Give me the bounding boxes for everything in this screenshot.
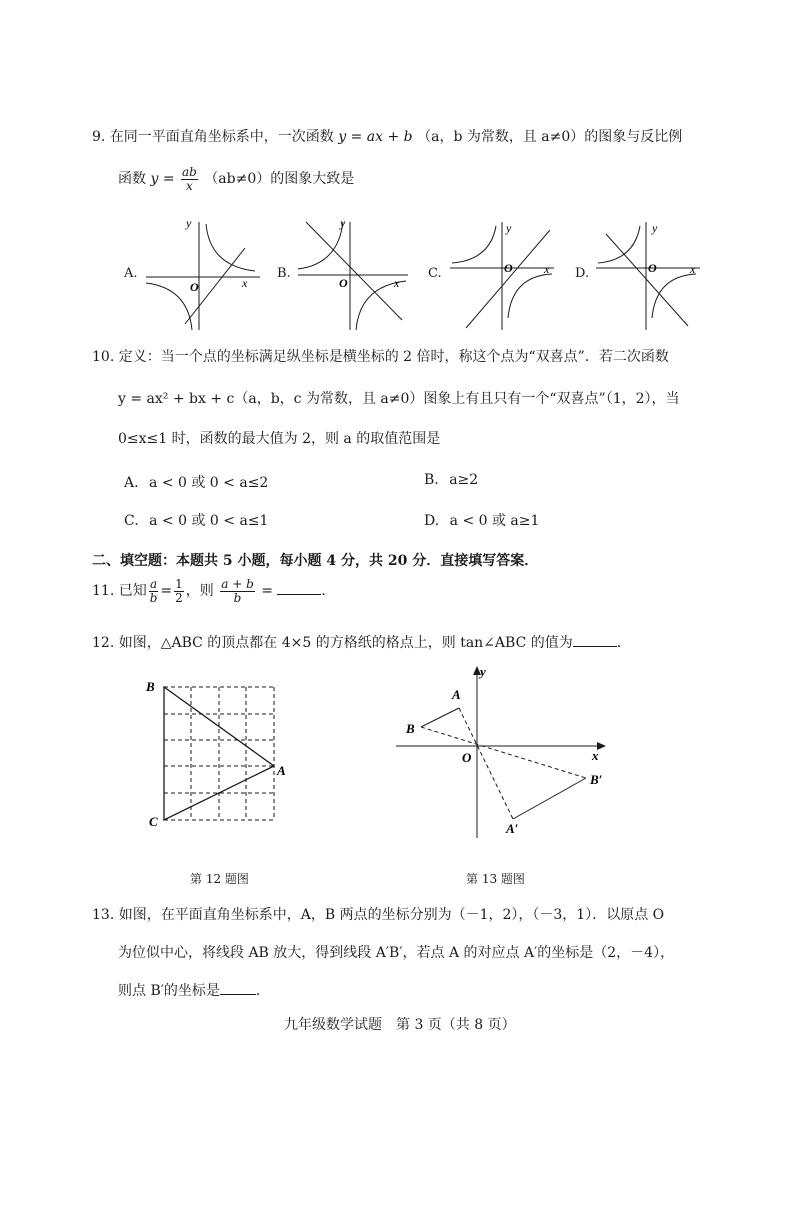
q13-label-a: A: [452, 687, 461, 702]
q13-end: ．: [255, 983, 270, 999]
frac-den: b: [149, 590, 158, 605]
q13-dashed-rays: [421, 708, 586, 819]
choice-text: a≥2: [449, 472, 479, 488]
q12-label-c: C: [149, 814, 158, 829]
section-2-title: 二、填空题：本题共 5 小题，每小题 4 分，共 20 分．直接填写答案．: [92, 553, 539, 569]
q10-line2: y = ax² + bx + c（a，b，c 为常数，且 a≠0）图象上有且只有一个“双喜点”（1，2），当: [118, 391, 680, 407]
q9-line1: [92, 126, 682, 146]
q13-label-b-prime: B′: [590, 772, 603, 787]
hyperbola-branch: [452, 226, 496, 263]
q9-frac-num: ab: [182, 165, 197, 179]
q13-label-y: y: [480, 664, 486, 679]
q13-text3: 则点 B′的坐标是: [118, 983, 220, 999]
y-label: y: [506, 221, 512, 235]
y-label: y: [340, 216, 346, 230]
q9-option-a-graph: [142, 214, 267, 332]
q10-text1: 定义：当一个点的坐标满足纵坐标是横坐标的 2 倍时，称这个点为“双喜点”．若二次函数: [118, 349, 669, 365]
q12-line: [92, 632, 631, 652]
q12-answer-blank[interactable]: [573, 634, 617, 647]
linear-line: [466, 230, 550, 328]
linear-line: [306, 222, 402, 320]
q10-choice-c: [124, 510, 268, 530]
q9-option-c-graph: [446, 214, 558, 332]
q11: [92, 578, 335, 604]
q12-label-b: B: [146, 679, 155, 694]
hyperbola-branch: [146, 283, 192, 330]
q11-post: =: [261, 583, 273, 600]
x-label: x: [242, 276, 248, 290]
q13-figure: [392, 660, 622, 842]
q13-label-o: O: [462, 750, 472, 765]
origin-label: O: [648, 261, 657, 275]
page-footer: 九年级数学试题 第 3 页（共 8 页）: [284, 1017, 516, 1033]
choice-label: C.: [124, 513, 139, 529]
q11-fraction-sum: [220, 578, 255, 604]
choice-text: a < 0 或 0 < a≤1: [149, 513, 269, 529]
frac-num: 1: [175, 577, 183, 591]
q13-text1: 如图，在平面直角坐标系中，A，B 两点的坐标分别为（－1，2），（－3，1）．以原点 O: [118, 907, 665, 923]
q11-pre: 已知: [118, 583, 147, 600]
frac-num: a: [149, 577, 158, 591]
q13-label-x: x: [592, 748, 599, 763]
q13-line3: [118, 980, 270, 1000]
q12-label-a: A: [277, 763, 286, 778]
q11-fraction-a-b: [149, 578, 159, 604]
q11-number: 11.: [92, 583, 115, 600]
choice-label: A.: [124, 475, 139, 491]
hyperbola-branch: [298, 222, 343, 269]
q13-label-b: B: [406, 721, 415, 736]
x-label: x: [544, 262, 550, 276]
frac-den: b: [233, 590, 242, 605]
q9-option-b-label: B.: [277, 266, 291, 281]
linear-line: [606, 234, 688, 326]
q11-mid: ，则: [185, 583, 214, 600]
q9-option-b-graph: [294, 214, 414, 332]
hyperbola-branch: [508, 274, 552, 318]
choice-label: D.: [424, 513, 440, 529]
q12-number: 12.: [92, 635, 115, 651]
q13-line1: [92, 904, 664, 924]
q10-choice-d: [424, 510, 539, 530]
segment-a2b2: [513, 778, 586, 819]
q10-choice-b: [424, 472, 478, 488]
q11-eq: =: [160, 583, 173, 600]
x-label: x: [394, 276, 400, 290]
origin-label: O: [504, 261, 513, 275]
q11-end: ．: [321, 583, 336, 600]
q9-fraction: [181, 166, 198, 192]
q11-answer-blank[interactable]: [277, 582, 321, 595]
choice-label: B.: [424, 472, 439, 488]
hyperbola-branch: [206, 224, 255, 271]
q11-fraction-one-half: [174, 578, 184, 604]
origin-label: O: [190, 280, 199, 294]
q13-label-a-prime: A′: [506, 821, 519, 836]
origin-label: O: [339, 276, 348, 290]
choice-text: a < 0 或 a≥1: [449, 513, 540, 529]
frac-den: 2: [175, 590, 183, 605]
q10-line1: [92, 346, 669, 366]
x-label: x: [690, 262, 696, 276]
q9-y-equals: y =: [150, 171, 175, 188]
q10-line3: 0≤x≤1 时，函数的最大值为 2，则 a 的取值范围是: [118, 431, 441, 447]
q9-option-d-label: D.: [575, 266, 590, 281]
q9-option-a-label: A.: [124, 266, 138, 281]
q9-condition: （a，b 为常数，且 a≠0）的图象与反比例: [417, 129, 683, 145]
q9-text1: 在同一平面直角坐标系中，一次函数: [109, 129, 334, 145]
y-label: y: [186, 216, 192, 230]
choice-text: a < 0 或 0 < a≤2: [149, 475, 269, 491]
q10-choice-a: [124, 472, 268, 492]
hyperbola-branch: [598, 226, 640, 263]
q9-option-c-label: C.: [428, 266, 442, 281]
q9-line2: [118, 166, 354, 192]
y-label: y: [652, 221, 658, 235]
q13-answer-blank[interactable]: [220, 982, 256, 995]
frac-num: a + b: [221, 577, 254, 591]
q9-text2-pre: 函数: [118, 171, 146, 188]
q13-line2: 为位似中心，将线段 AB 放大，得到线段 A′B′，若点 A 的对应点 A′的坐标是（2，－4），: [118, 945, 675, 961]
q9-number: 9.: [92, 129, 106, 145]
q9-text2-post: （ab≠0）的图象大致是: [204, 171, 355, 188]
q9-frac-den: x: [186, 178, 193, 193]
q12-end: ．: [616, 635, 631, 651]
q9-linear-formula: y = ax + b: [338, 129, 413, 145]
q12-text: 如图，△ABC 的顶点都在 4×5 的方格纸的格点上，则 tan∠ABC 的值为: [118, 635, 573, 651]
q12-caption: 第 12 题图: [190, 872, 249, 886]
segment-ab: [421, 708, 459, 727]
hyperbola-branch: [652, 274, 696, 318]
q12-figure: [140, 672, 290, 832]
q9-option-d-graph: [592, 214, 704, 332]
q13-caption: 第 13 题图: [466, 872, 525, 886]
q10-number: 10.: [92, 349, 115, 365]
q13-number: 13.: [92, 907, 115, 923]
